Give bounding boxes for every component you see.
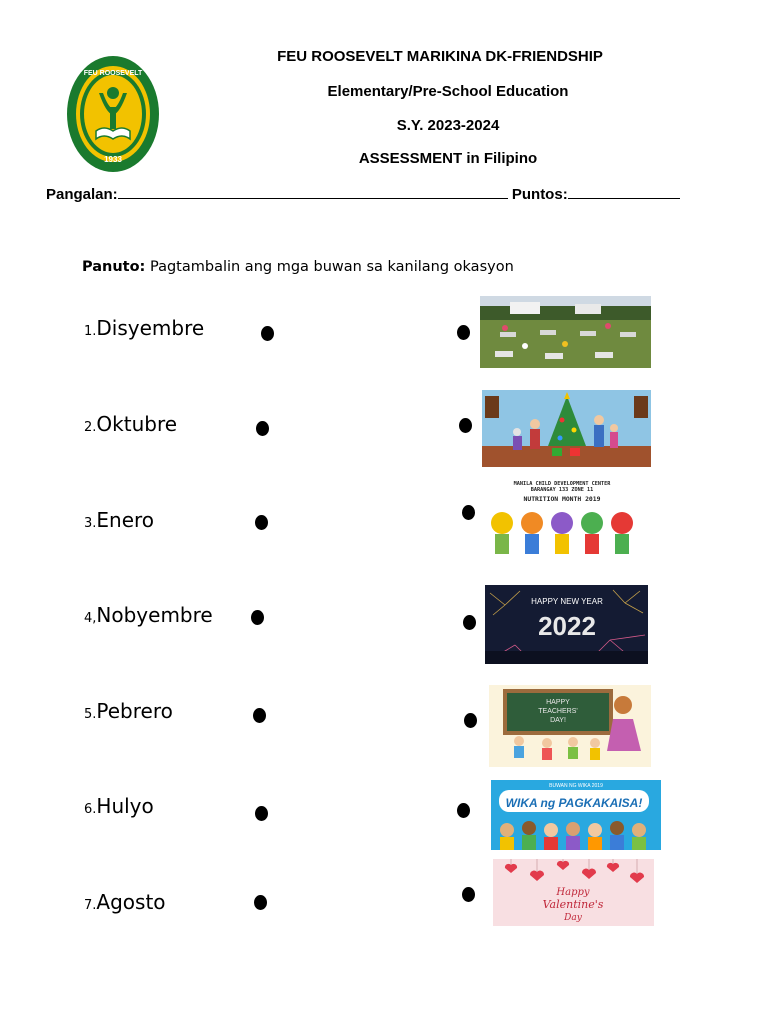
buwan-ng-wika-image (491, 780, 661, 850)
board-line1: HAPPY (546, 699, 570, 706)
new-year-fireworks-image (485, 585, 648, 664)
item-5 (84, 699, 173, 723)
new-year-caption: HAPPY NEW YEAR (531, 597, 603, 606)
item-number: 6. (84, 802, 97, 817)
school-logo (66, 55, 160, 173)
item-number: 2. (84, 420, 97, 435)
right-dot-7[interactable] (462, 887, 475, 902)
item-number: 1. (84, 324, 97, 339)
item-number: 5. (84, 707, 97, 722)
item-6 (84, 794, 154, 818)
nutrition-line2: BARANGAY 133 ZONE 11 (530, 487, 594, 493)
name-blank[interactable] (118, 184, 508, 199)
name-label: Pangalan: (46, 186, 118, 203)
right-dot-6[interactable] (457, 803, 470, 818)
school-year: S.Y. 2023-2024 (396, 117, 500, 134)
score-blank[interactable] (568, 184, 680, 199)
nutrition-title: NUTRITION MONTH 2019 (523, 495, 601, 503)
valentine-line1: Happy (556, 887, 590, 898)
item-1 (84, 316, 204, 340)
instructions (82, 259, 514, 275)
logo-year: 1933 (104, 155, 122, 164)
name-score-row (46, 184, 680, 203)
item-month: Agosto (96, 890, 166, 914)
cemetery-image (480, 296, 651, 368)
item-3 (84, 508, 154, 532)
left-dot-7[interactable] (254, 895, 267, 910)
left-dot-4[interactable] (251, 610, 264, 625)
nutrition-line1: MANILA CHILD DEVELOPMENT CENTER (513, 481, 611, 487)
valentine-line3: Day (564, 913, 582, 923)
item-month: Disyembre (96, 316, 205, 340)
right-dot-3[interactable] (462, 505, 475, 520)
board-line2: TEACHERS' (538, 708, 578, 715)
item-month: Oktubre (96, 412, 178, 436)
item-4 (84, 603, 213, 627)
department-name: Elementary/Pre-School Education (327, 83, 569, 100)
item-2 (84, 412, 177, 436)
teachers-day-image (489, 685, 651, 767)
item-number: 7. (84, 898, 97, 913)
item-number: 4, (84, 611, 97, 626)
right-dot-4[interactable] (463, 615, 476, 630)
left-dot-1[interactable] (261, 326, 274, 341)
left-dot-6[interactable] (255, 806, 268, 821)
score-label: Puntos: (511, 186, 568, 203)
instructions-label: Panuto: (82, 259, 146, 275)
item-month: Pebrero (96, 699, 173, 723)
right-dot-2[interactable] (459, 418, 472, 433)
item-7 (84, 890, 166, 914)
instructions-text: Pagtambalin ang mga buwan sa kanilang okasyon (145, 259, 514, 275)
school-name: FEU ROOSEVELT MARIKINA DK-FRIENDSHIP (277, 48, 603, 65)
board-line3: DAY! (550, 717, 566, 724)
valentines-day-image (493, 859, 654, 926)
valentine-line2: Valentine's (542, 898, 604, 911)
assessment-title: ASSESSMENT in Filipino (358, 150, 538, 167)
item-month: Enero (96, 508, 155, 532)
new-year-number: 2022 (538, 611, 596, 641)
right-dot-5[interactable] (464, 713, 477, 728)
christmas-family-image (482, 390, 651, 467)
item-number: 3. (84, 516, 97, 531)
logo-name: FEU ROOSEVELT (83, 70, 143, 77)
nutrition-month-image (482, 478, 642, 566)
wika-top: BUWAN NG WIKA 2019 (549, 783, 603, 789)
left-dot-2[interactable] (256, 421, 269, 436)
wika-title: WIKA ng PAGKAKAISA! (505, 796, 643, 810)
left-dot-3[interactable] (255, 515, 268, 530)
left-dot-5[interactable] (253, 708, 266, 723)
item-month: Nobyembre (96, 603, 213, 627)
item-month: Hulyo (96, 794, 154, 818)
right-dot-1[interactable] (457, 325, 470, 340)
